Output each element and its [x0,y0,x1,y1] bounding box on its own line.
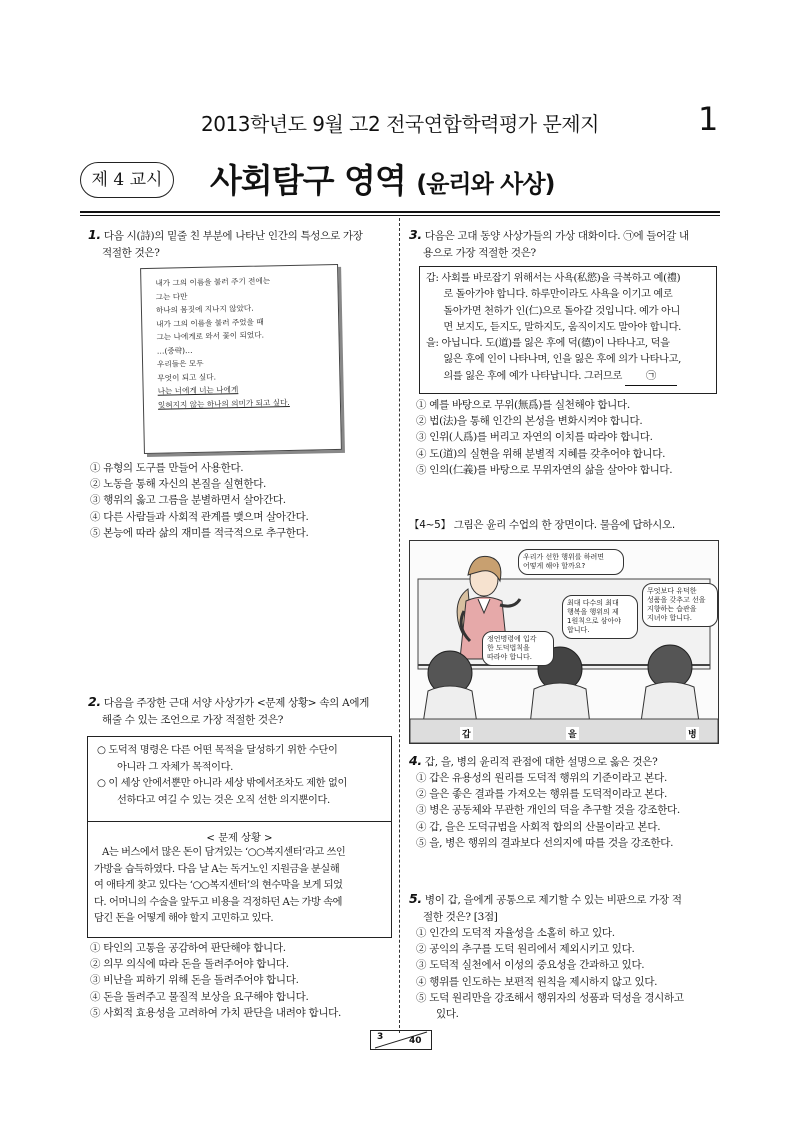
q1-stem-line1: 다음 시(詩)의 밑줄 친 부분에 나타난 인간의 특성으로 가장 [103,230,363,242]
page-current: 3 [377,1032,384,1042]
q5-stem [409,890,721,926]
poem-line: 그는 다만 [155,291,188,302]
q2-box-divider [88,821,391,823]
q5-option[interactable]: ② 공익의 추구를 도덕 원리에서 제외시키고 있다. [416,943,635,956]
speech-bubble-eul [562,595,638,639]
poem-line: 우리들은 모두 [156,358,204,369]
student-label: 갑 [460,727,473,740]
q2-option[interactable]: ② 의무 의식에 따라 돈을 돌려주어야 합니다. [90,958,289,971]
q4-option[interactable]: ⑤ 을, 병은 행위의 결과보다 선의지에 따를 것을 강조한다. [416,836,674,849]
q1-stem [88,226,393,262]
bubble-line: 성품을 갖추고 선을 [647,596,706,604]
subject-title [210,155,554,202]
dialog-line: 면 보지도, 듣지도, 말하지도, 움직이지도 말아야 합니다. [426,321,682,333]
page-number: 1 [698,100,719,138]
q3-option[interactable]: ④ 도(道)의 실현을 위해 분별적 지혜를 갖추어야 합니다. [416,447,666,460]
q2-passage-box [87,736,392,938]
q1-stem-line2: 적절한 것은? [102,247,160,259]
dialog-line: 로 돌아가야 합니다. 하루만이라도 사욕을 이기고 예로 [426,289,673,301]
poem-line-underlined: 잊혀지지 않는 하나의 의미가 되고 싶다. [157,397,290,410]
poem-line: 하나의 몸짓에 지나지 않았다. [155,303,254,315]
bubble-line: 어떻게 해야 할까요? [523,562,586,570]
header-rule-thin [80,215,720,216]
bubble-line: 합니다. [567,626,590,634]
situation-line: 담긴 돈을 어떻게 해야 할지 고민하고 있다. [94,913,274,924]
student-label: 을 [566,727,579,740]
q1-option[interactable]: ④ 다른 사람들과 사회적 관계를 맺으며 살아간다. [90,510,309,523]
poem-line: 내가 그의 이름을 불러 주기 전에는 [155,276,271,288]
q2-number: 2. [88,694,101,709]
dialog-line: 돌아가면 천하가 인(仁)으로 돌아갈 것입니다. 예가 아니 [426,305,680,317]
q5-options [416,925,684,1022]
column-divider [399,218,400,1033]
q2-stem-line1: 다음을 주장한 근대 서양 사상가가 <문제 상황> 속의 A에게 [103,697,370,709]
q3-number: 3. [409,227,422,242]
bubble-line: 행복을 행위의 제 [567,608,619,616]
q3-option[interactable]: ② 법(法)을 통해 인간의 본성을 변화시켜야 합니다. [416,415,643,428]
q2-option[interactable]: ① 타인의 고통을 공감하여 판단해야 합니다. [90,942,286,954]
q2-claim-line: 선하다고 여길 수 있는 것은 오직 선한 의지뿐이다. [117,794,330,806]
situation-line: 여 애타게 찾고 있다는 ‘○○복지센터’의 현수막을 보게 되었 [94,880,343,891]
q5-number: 5. [409,891,422,906]
q3-option[interactable]: ③ 인위(人爲)를 버리고 자연의 이치를 따라야 합니다. [416,431,653,444]
q3-dialog [426,271,681,386]
blank-slot [625,369,677,386]
q5-option-cont: 있다. [436,1008,459,1021]
q5-stem-line1: 병이 갑, 을에게 공통으로 제기할 수 있는 비판으로 가장 적 [424,894,682,906]
dialog-line: 잃은 후에 인이 나타나며, 인을 잃은 후에 의가 나타나고, [426,354,682,366]
q1-option[interactable]: ③ 행위의 옳고 그름을 분별하면서 살아간다. [90,494,286,507]
situation-text [94,845,345,928]
bubble-line: 무엇보다 유덕한 [647,587,697,595]
bubble-line: 따라야 합니다. [487,653,533,661]
dialog-line: 의를 잃은 후에 예가 나타납니다. 그러므로 [426,370,623,382]
situation-line: A는 버스에서 많은 돈이 담겨있는 ‘○○복지센터’라고 쓰인 [102,847,346,858]
q1-option[interactable]: ① 유형의 도구를 만들어 사용한다. [90,462,244,474]
q5-option[interactable]: ④ 행위를 인도하는 보편적 원칙을 제시하지 않고 있다. [416,975,658,988]
bubble-line: 1원칙으로 삼아야 [567,617,622,625]
speech-bubble-byeong [642,583,718,627]
q2-options [90,940,341,1021]
q3-option[interactable]: ⑤ 인의(仁義)를 바탕으로 무위자연의 삶을 살아야 합니다. [416,463,673,476]
situation-line: 다. 어머니의 수술을 앞두고 비용을 걱정하던 A는 가방 속에 [94,896,342,908]
q45-intro: 【4~5】 그림은 윤리 수업의 한 장면이다. 물음에 답하시오. [409,519,675,531]
q5-option[interactable]: ① 인간의 도덕적 자율성을 소홀히 하고 있다. [416,927,615,939]
q2-option[interactable]: ④ 돈을 돌려주고 물질적 보상을 요구해야 합니다. [90,990,309,1003]
q4-options [416,770,680,851]
bubble-line: 정언명령에 입각 [487,635,537,643]
q4-stem [409,752,657,771]
q3-stem-line1: 다음은 고대 동양 사상가들의 가상 대화이다. ㉠에 들어갈 내 [424,230,689,242]
poem-sheet [140,264,342,454]
q2-option[interactable]: ⑤ 사회적 효용성을 고려하여 가치 판단을 내려야 합니다. [90,1006,342,1019]
header-rule [80,211,720,213]
q2-stem-line2: 해줄 수 있는 조언으로 가장 적절한 것은? [102,714,284,726]
q5-option[interactable]: ③ 도덕적 실천에서 이성의 중요성을 간과하고 있다. [416,959,645,972]
bubble-line: 최대 다수의 최대 [567,599,619,607]
q1-number: 1. [88,227,101,242]
poem-line: …(중략)… [156,345,193,356]
q5-option[interactable]: ⑤ 도덕 원리만을 강조해서 행위자의 성품과 덕성을 경시하고 [416,991,684,1004]
page-total: 40 [409,1036,422,1046]
q3-dialog-box [419,266,717,394]
exam-title: 2013학년도 9월 고2 전국연합학력평가 문제지 [201,112,599,136]
bubble-line: 한 도덕법칙을 [487,644,530,652]
poem-text [155,274,290,412]
session-badge: 제 4 교시 [80,162,174,198]
blank-label: ㉠ [645,370,656,382]
q3-stem-line2: 용으로 가장 적절한 것은? [423,247,536,259]
q2-claim-line: ○ 이 세상 안에서뿐만 아니라 세상 밖에서조차도 제한 없이 [97,778,347,789]
q2-claim-line: ○ 도덕적 명령은 다른 어떤 목적을 달성하기 위한 수단이 [97,745,338,756]
q4-option[interactable]: ① 갑은 유용성의 원리를 도덕적 행위의 기준이라고 본다. [416,772,668,784]
subject-sub: (윤리와 사상) [416,170,555,198]
q4-option[interactable]: ③ 병은 공동체와 무관한 개인의 덕을 추구할 것을 강조한다. [416,804,680,817]
bubble-line: 지녀야 합니다. [647,614,693,622]
q2-option[interactable]: ③ 비난을 피하기 위해 돈을 돌려주어야 합니다. [90,974,299,987]
bubble-line: 지향하는 습관을 [647,605,697,613]
dialog-line: 갑: 사회를 바로잡기 위해서는 사욕(私慾)을 극복하고 예(禮) [426,273,681,284]
page-counter [370,1030,432,1050]
q3-stem [409,226,721,262]
q4-option[interactable]: ④ 갑, 을은 도덕규범을 사회적 합의의 산물이라고 본다. [416,820,661,833]
q4-number: 4. [409,753,422,768]
q1-options [90,460,308,541]
q1-option[interactable]: ② 노동을 통해 자신의 본질을 실현한다. [90,478,267,491]
poem-line: 내가 그의 이름을 불러 주었을 때 [156,317,264,329]
situation-line: 가방을 습득하였다. 다음 날 A는 독거노인 지원금을 분실해 [94,863,340,875]
bubble-line: 우리가 선한 행위를 하려면 [523,553,605,561]
q3-option[interactable]: ① 예를 바탕으로 무위(無爲)를 실천해야 합니다. [416,399,630,411]
q5-stem-line2: 절한 것은? [3점] [423,911,498,923]
subject-main: 사회탐구 영역 [210,161,406,200]
student-label: 병 [686,727,699,740]
q2-claims [97,743,347,809]
teacher-speech-bubble [518,549,624,575]
situation-title: < 문제 상황 > [206,833,273,844]
q3-options [416,397,672,478]
q2-claim-line: 아니라 그 자체가 목적이다. [117,761,233,773]
poem-line-underlined: 나는 너에게 너는 나에게 [157,385,239,396]
classroom-illustration [409,540,719,744]
q4-stem-text: 갑, 을, 병의 윤리적 관점에 대한 설명으로 옳은 것은? [424,756,658,768]
speech-bubble-gap [482,631,554,666]
q2-stem [88,693,393,729]
poem-line: 무엇이 되고 싶다. [157,372,217,383]
q1-option[interactable]: ⑤ 본능에 따라 삶의 재미를 적극적으로 추구한다. [90,526,309,539]
q4-option[interactable]: ② 을은 좋은 결과를 가져오는 행위를 도덕적이라고 본다. [416,788,668,801]
dialog-line: 을: 아닙니다. 도(道)를 잃은 후에 덕(德)이 나타나고, 덕을 [426,338,670,350]
poem-line: 그는 나에게로 와서 꽃이 되었다. [156,330,265,342]
